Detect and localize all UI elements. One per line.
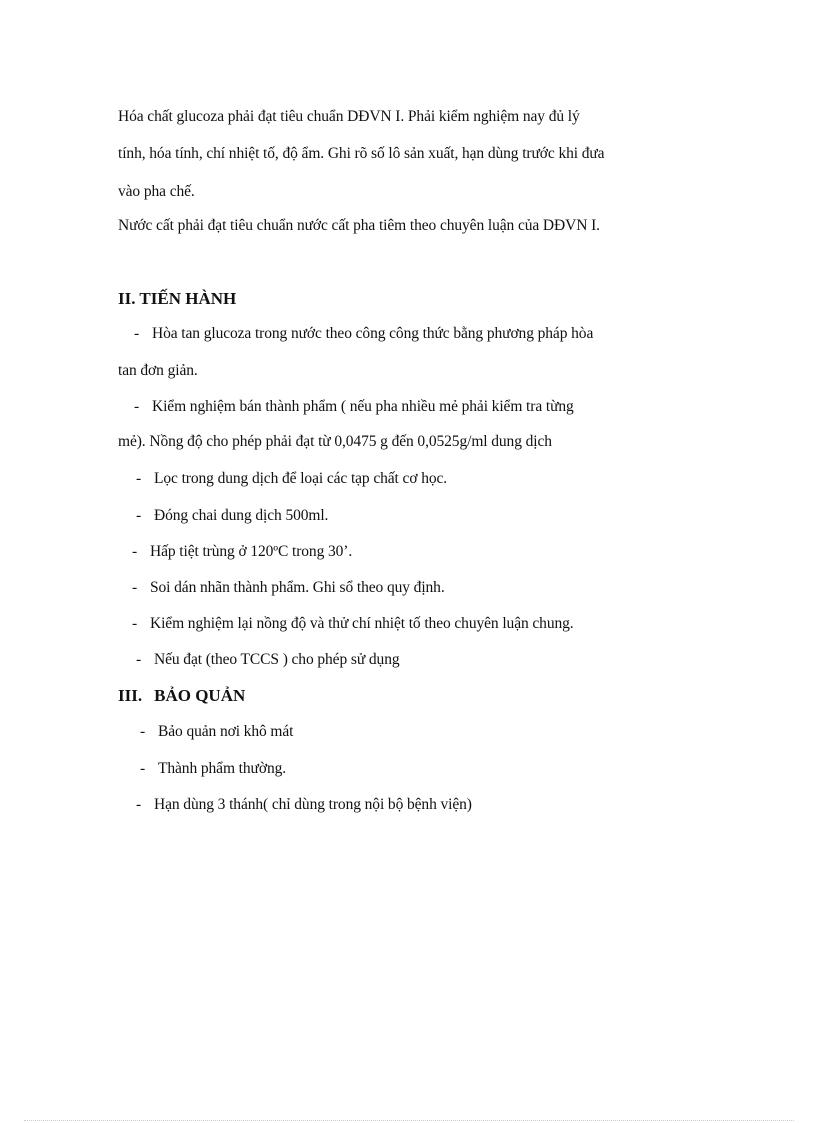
section-2-heading: II. TIẾN HÀNH xyxy=(118,289,237,308)
list-item-text: Soi dán nhãn thành phẩm. Ghi sổ theo quy định. xyxy=(150,579,445,596)
list-item-text: Thành phẩm thường. xyxy=(158,760,287,777)
list-item-text: Đóng chai dung dịch 500ml. xyxy=(154,507,329,524)
list-item-text: Lọc trong dung dịch để loại các tạp chất cơ học. xyxy=(154,470,448,487)
section-2-item-4 xyxy=(136,506,328,526)
section-2-item-1 xyxy=(134,324,593,344)
section-3-number: III. xyxy=(118,686,143,705)
list-item-text: Bảo quản nơi khô mát xyxy=(158,723,294,740)
list-dash: - xyxy=(136,470,142,487)
materials-line-3: vào pha chế. xyxy=(118,183,195,200)
section-2-item-7 xyxy=(132,614,574,634)
section-2-item-1-continued: tan đơn giản. xyxy=(118,362,198,379)
list-item-text: Hòa tan glucoza trong nước theo công công thức bằng phương pháp hòa xyxy=(152,325,594,342)
materials-line-2: tính, hóa tính, chí nhiệt tố, độ ẩm. Ghi rõ số lô sản xuất, hạn dùng trước khi đưa xyxy=(118,145,605,162)
list-dash: - xyxy=(140,760,146,777)
list-item-text: Nếu đạt (theo TCCS ) cho phép sử dụng xyxy=(154,651,400,668)
section-2-item-5 xyxy=(132,542,352,562)
list-dash: - xyxy=(136,507,142,524)
list-dash: - xyxy=(132,579,138,596)
list-dash: - xyxy=(136,796,142,813)
section-3-item-2 xyxy=(140,759,286,779)
list-dash: - xyxy=(136,651,142,668)
section-3-heading xyxy=(118,685,245,707)
list-item-text: Kiểm nghiệm lại nồng độ và thử chí nhiệt tố theo chuyên luận chung. xyxy=(150,615,574,632)
section-2-item-8 xyxy=(136,650,400,670)
section-3-item-3 xyxy=(136,795,472,815)
list-dash: - xyxy=(132,543,138,560)
section-3-title: BẢO QUẢN xyxy=(154,686,246,705)
list-dash: - xyxy=(134,398,140,415)
list-item-text: Hạn dùng 3 thánh( chỉ dùng trong nội bộ bệnh viện) xyxy=(154,796,472,813)
section-2-item-3 xyxy=(136,469,447,489)
section-2-item-2 xyxy=(134,397,574,417)
section-3-item-1 xyxy=(140,722,293,742)
section-2-item-6 xyxy=(132,578,445,598)
materials-line-1: Hóa chất glucoza phải đạt tiêu chuẩn DĐVN I. Phải kiểm nghiệm nay đủ lý xyxy=(118,108,580,125)
list-item-text: Kiểm nghiệm bán thành phẩm ( nếu pha nhiều mẻ phải kiểm tra từng xyxy=(152,398,574,415)
section-2-item-2-continued: mẻ). Nồng độ cho phép phải đạt từ 0,0475 g đến 0,0525g/ml dung dịch xyxy=(118,433,552,450)
list-dash: - xyxy=(132,615,138,632)
page-bottom-divider xyxy=(24,1120,794,1121)
list-dash: - xyxy=(140,723,146,740)
list-dash: - xyxy=(134,325,140,342)
list-item-text: Hấp tiệt trùng ở 120ºC trong 30’. xyxy=(150,543,353,560)
materials-line-4: Nước cất phải đạt tiêu chuẩn nước cất pha tiêm theo chuyên luận của DĐVN I. xyxy=(118,217,600,234)
